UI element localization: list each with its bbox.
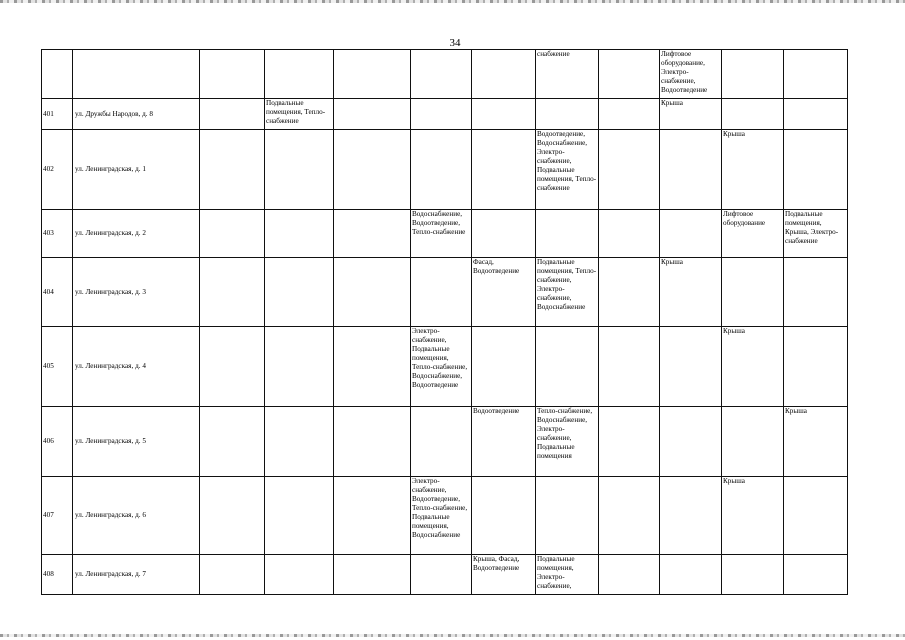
scan-edge-bottom (0, 634, 905, 637)
work-type-cell (411, 99, 472, 130)
work-type-cell: Крыша, Фасад, Водоотведение (472, 555, 536, 595)
work-type-cell (784, 555, 848, 595)
work-type-cell (265, 210, 334, 258)
work-type-cell (411, 555, 472, 595)
work-type-cell: Крыша (722, 477, 784, 555)
work-type-cell (265, 407, 334, 477)
work-type-cell (599, 50, 660, 99)
work-type-cell (265, 555, 334, 595)
table-row (42, 327, 848, 407)
work-type-cell (200, 258, 265, 327)
work-type-cell (536, 99, 599, 130)
work-type-cell (722, 407, 784, 477)
work-type-cell: Крыша (660, 99, 722, 130)
work-type-cell (784, 130, 848, 210)
work-type-cell (722, 99, 784, 130)
work-type-cell (411, 130, 472, 210)
work-type-cell: Подвальные помещения, Электро-снабжение, (536, 555, 599, 595)
work-type-cell: Крыша (722, 130, 784, 210)
table-row (42, 477, 848, 555)
work-type-cell (722, 258, 784, 327)
table-row (42, 130, 848, 210)
table-row (42, 50, 848, 99)
work-type-cell (599, 477, 660, 555)
table-row (42, 210, 848, 258)
work-type-cell (200, 327, 265, 407)
row-number-cell: 408 (42, 555, 73, 595)
table-row (42, 258, 848, 327)
work-type-cell (722, 50, 784, 99)
work-type-cell (334, 555, 411, 595)
work-type-cell (411, 407, 472, 477)
work-type-cell (784, 258, 848, 327)
work-type-cell (200, 130, 265, 210)
row-number-cell: 405 (42, 327, 73, 407)
work-type-cell (599, 327, 660, 407)
work-type-cell: Крыша (722, 327, 784, 407)
work-type-cell: Подвальные помещения, Крыша, Электро-снабжение (784, 210, 848, 258)
row-number-cell: 402 (42, 130, 73, 210)
row-number-cell: 403 (42, 210, 73, 258)
work-type-cell: Тепло-снабжение, Водоснабжение, Электро-снабжение, Подвальные помещения (536, 407, 599, 477)
address-cell: ул. Дружбы Народов, д. 8 (73, 99, 200, 130)
work-type-cell (599, 130, 660, 210)
row-number-cell: 406 (42, 407, 73, 477)
row-number-cell: 401 (42, 99, 73, 130)
address-cell: ул. Ленинградская, д. 4 (73, 327, 200, 407)
work-type-cell (265, 50, 334, 99)
work-type-cell (660, 477, 722, 555)
work-type-cell: Водоотведение, Водоснабжение, Электро-снабжение, Подвальные помещения, Тепло-снабжение (536, 130, 599, 210)
table-row (42, 99, 848, 130)
work-type-cell (660, 555, 722, 595)
work-type-cell: Подвальные помещения, Тепло-снабжение, Электро-снабжение, Водоснабжение (536, 258, 599, 327)
work-type-cell (265, 130, 334, 210)
work-type-cell (599, 210, 660, 258)
work-type-cell (411, 50, 472, 99)
work-type-cell (660, 210, 722, 258)
work-type-cell (472, 477, 536, 555)
work-type-cell: Фасад, Водоотведение (472, 258, 536, 327)
work-type-cell (722, 555, 784, 595)
work-type-cell (200, 407, 265, 477)
work-type-cell: Крыша (660, 258, 722, 327)
row-number-cell: 407 (42, 477, 73, 555)
address-cell: ул. Ленинградская, д. 5 (73, 407, 200, 477)
row-number-cell: 404 (42, 258, 73, 327)
work-type-cell: Электро-снабжение, Водоотведение, Тепло-снабжение, Подвальные помещения, Водоснабжение (411, 477, 472, 555)
work-type-cell (784, 99, 848, 130)
work-type-cell (536, 210, 599, 258)
work-type-cell (334, 210, 411, 258)
work-type-cell (334, 50, 411, 99)
address-cell: ул. Ленинградская, д. 3 (73, 258, 200, 327)
work-type-cell (265, 327, 334, 407)
work-type-cell (334, 258, 411, 327)
work-type-cell (599, 258, 660, 327)
work-type-cell (200, 555, 265, 595)
scan-edge-top (0, 0, 905, 3)
work-type-cell: Подвальные помещения, Тепло-снабжение (265, 99, 334, 130)
work-type-cell: Лифтовое оборудование, Электро-снабжение, Водоотведение (660, 50, 722, 99)
address-cell (73, 50, 200, 99)
table-row (42, 555, 848, 595)
table-row (42, 407, 848, 477)
address-cell: ул. Ленинградская, д. 1 (73, 130, 200, 210)
work-type-cell (200, 210, 265, 258)
work-type-cell (472, 99, 536, 130)
work-type-cell (472, 50, 536, 99)
work-type-cell (265, 477, 334, 555)
work-type-cell (472, 210, 536, 258)
address-cell: ул. Ленинградская, д. 7 (73, 555, 200, 595)
work-type-cell (536, 477, 599, 555)
work-type-cell (599, 99, 660, 130)
work-type-cell (265, 258, 334, 327)
work-type-cell (200, 50, 265, 99)
work-type-cell (334, 477, 411, 555)
work-type-cell (660, 130, 722, 210)
work-type-cell (599, 407, 660, 477)
work-type-cell (784, 477, 848, 555)
work-type-cell (660, 407, 722, 477)
work-type-cell: Водоснабжение, Водоотведение, Тепло-снабжение (411, 210, 472, 258)
work-type-cell (334, 130, 411, 210)
work-type-cell (472, 130, 536, 210)
address-cell: ул. Ленинградская, д. 2 (73, 210, 200, 258)
work-type-cell (200, 477, 265, 555)
row-number-cell (42, 50, 73, 99)
work-type-cell (599, 555, 660, 595)
work-type-cell (411, 258, 472, 327)
work-type-cell (660, 327, 722, 407)
repair-schedule-table (41, 49, 848, 595)
work-type-cell: Лифтовое оборудование (722, 210, 784, 258)
page-number: 34 (449, 37, 461, 49)
work-type-cell (334, 99, 411, 130)
work-type-cell (200, 99, 265, 130)
work-type-cell: Крыша (784, 407, 848, 477)
work-type-cell: Водоотведение (472, 407, 536, 477)
work-type-cell (472, 327, 536, 407)
work-type-cell: снабжение (536, 50, 599, 99)
address-cell: ул. Ленинградская, д. 6 (73, 477, 200, 555)
work-type-cell (784, 50, 848, 99)
work-type-cell: Электро-снабжение, Подвальные помещения, Тепло-снабжение, Водоснабжение, Водоотведение (411, 327, 472, 407)
work-type-cell (536, 327, 599, 407)
work-type-cell (784, 327, 848, 407)
work-type-cell (334, 327, 411, 407)
work-type-cell (334, 407, 411, 477)
